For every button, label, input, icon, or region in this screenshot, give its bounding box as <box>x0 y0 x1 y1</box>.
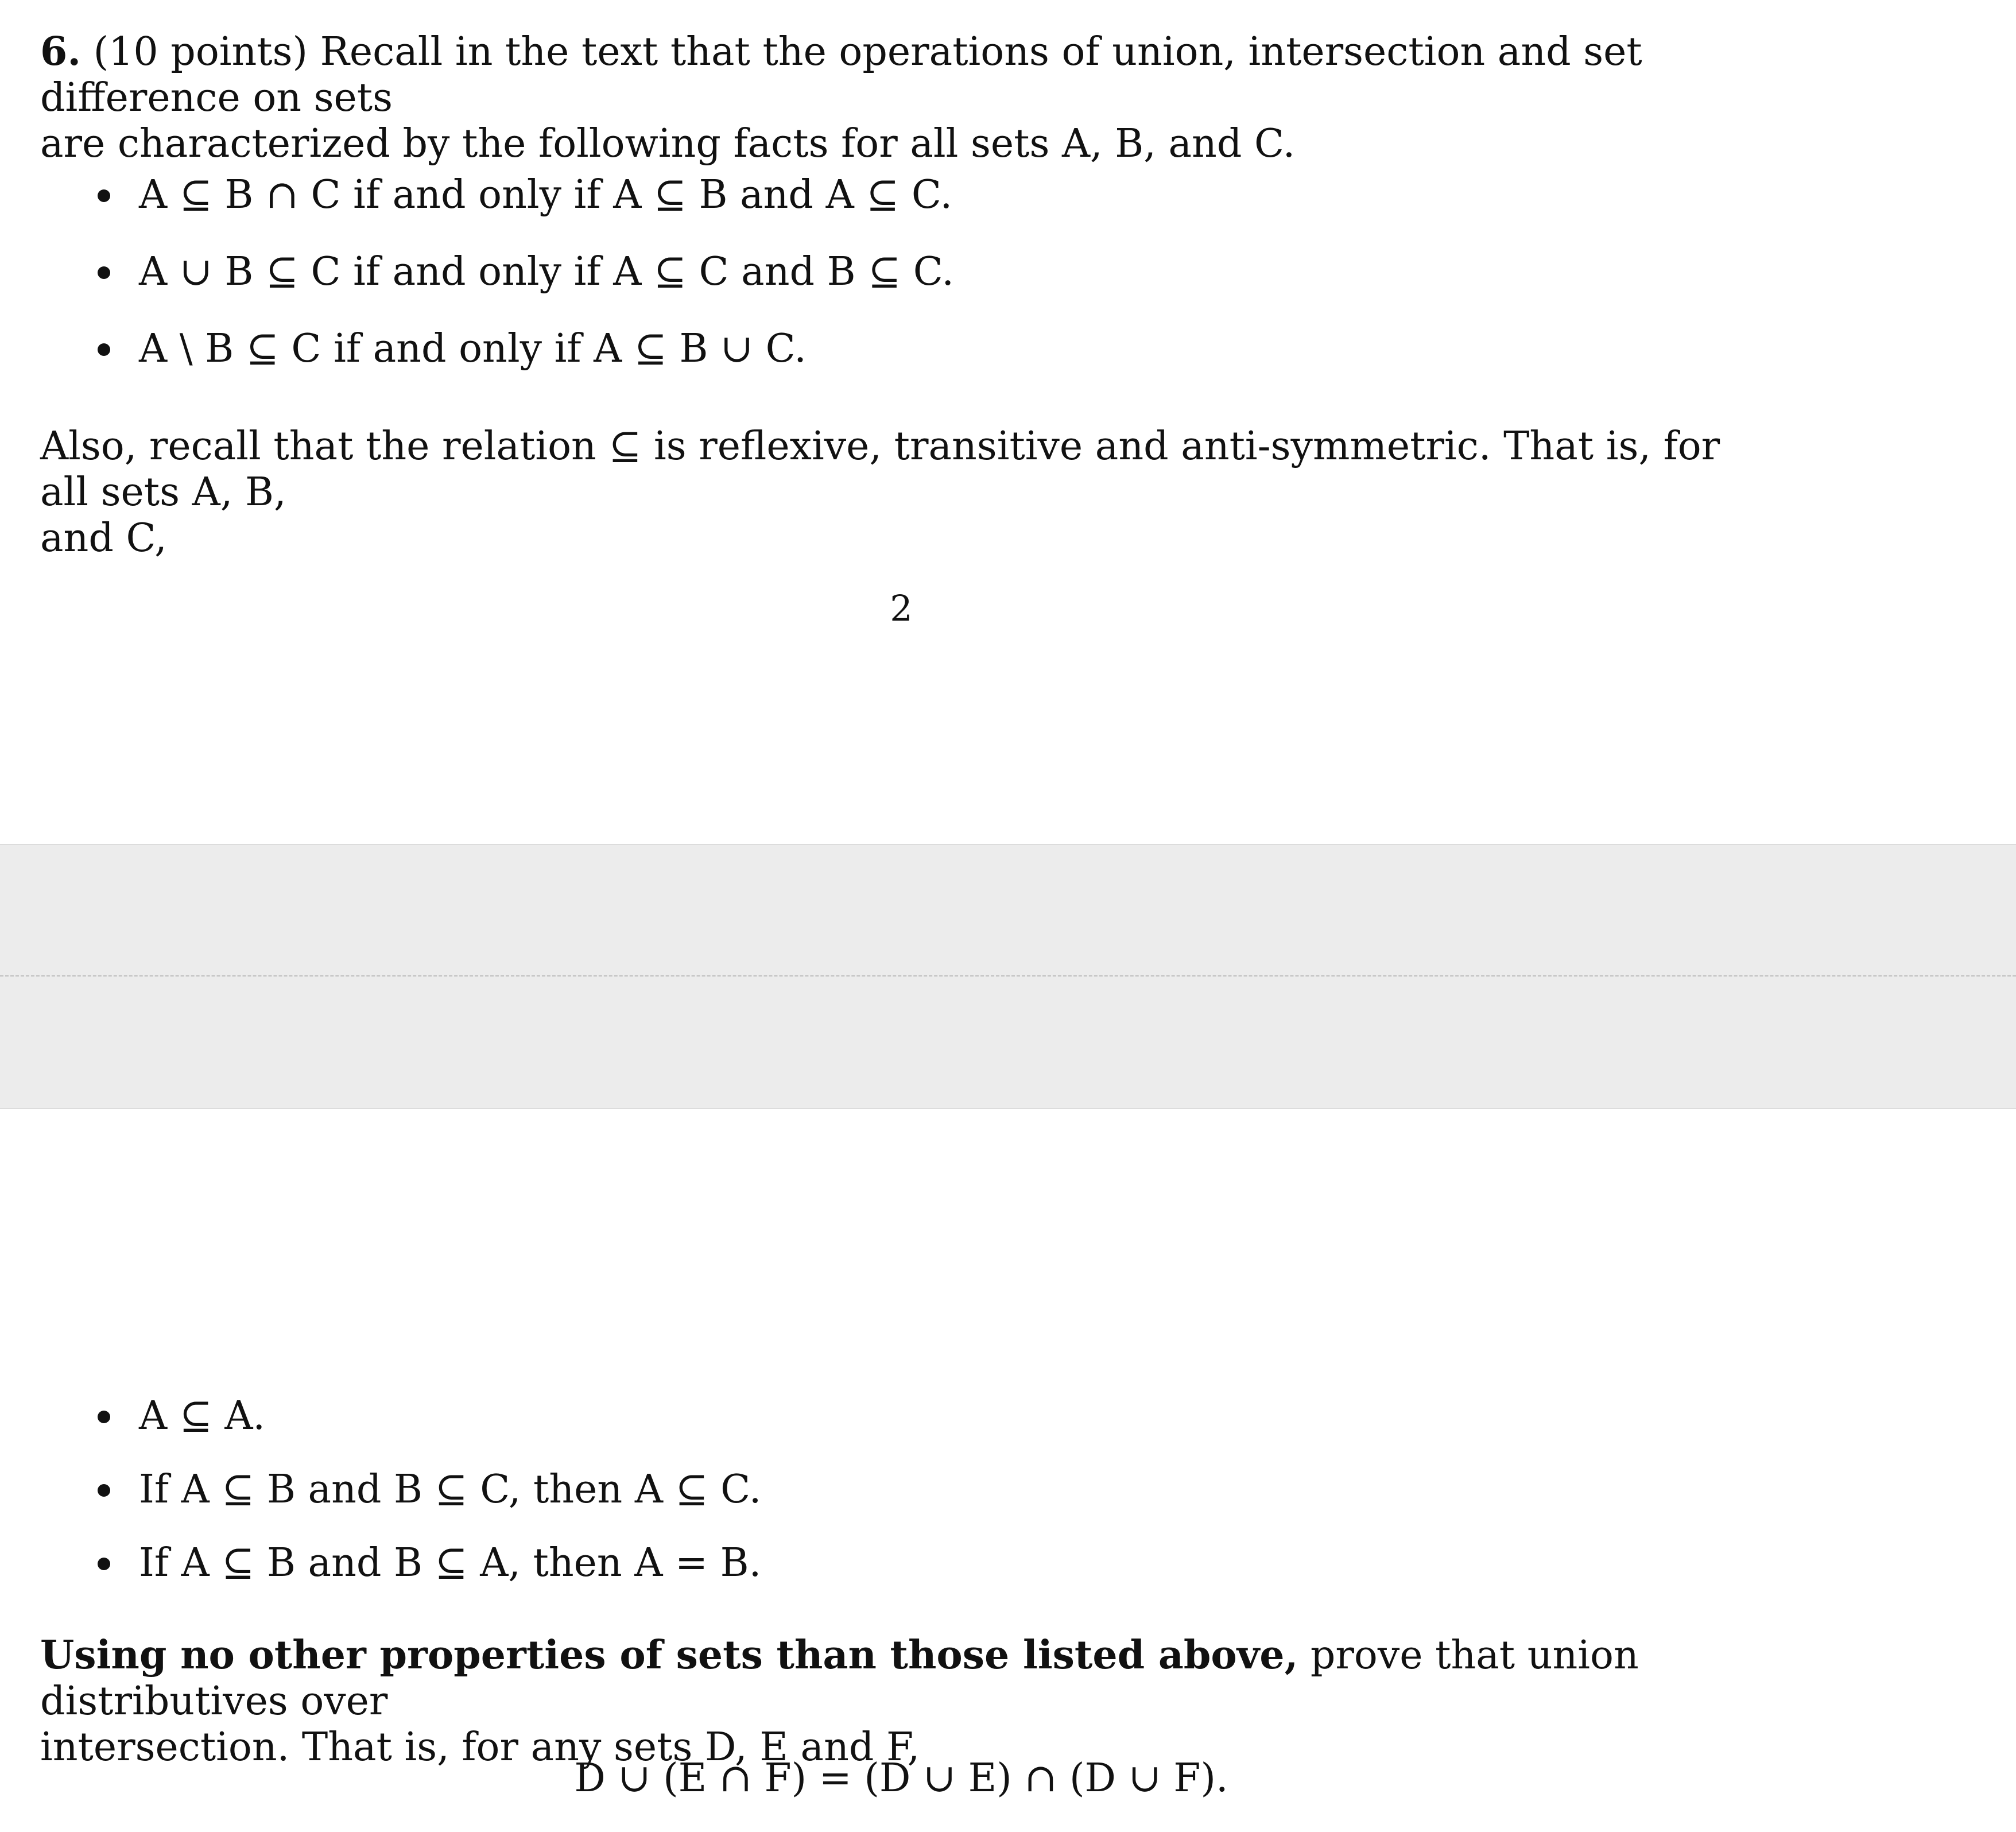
bullet-icon <box>98 343 110 356</box>
fact-text: A \ B ⊆ C if and only if A ⊆ B ∪ C. <box>139 326 807 371</box>
task-line2: intersection. That is, for any sets D, E and F, <box>40 1725 920 1770</box>
property-text: If A ⊆ B and B ⊆ C, then A ⊆ C. <box>139 1467 762 1512</box>
list-item <box>98 249 954 295</box>
page-number: 2 <box>890 587 913 629</box>
list-item <box>98 172 954 218</box>
task-emphasis: Using no other properties of sets than those listed above, <box>40 1632 1298 1678</box>
property-text: If A ⊆ B and B ⊆ A, then A = B. <box>139 1540 762 1586</box>
list-item <box>98 326 954 372</box>
task-line1 <box>40 1632 1762 1725</box>
problem-intro-text: (10 points) Recall in the text that the operations of union, intersection and set difference on sets <box>40 29 1642 121</box>
fact-text: A ∪ B ⊆ C if and only if A ⊆ C and B ⊆ C. <box>139 249 955 295</box>
relation-line1: Also, recall that the relation ⊆ is reflexive, transitive and anti-symmetric. That is, for all sets A, B, <box>40 424 1720 515</box>
page-break-gap <box>0 844 2016 1109</box>
properties-list <box>98 1393 761 1614</box>
facts-list <box>98 172 954 403</box>
page-break-divider <box>0 975 2016 977</box>
task-paragraph <box>40 1632 1762 1771</box>
bullet-icon <box>98 1484 110 1497</box>
property-text: A ⊆ A. <box>139 1393 266 1439</box>
problem-number: 6. <box>40 29 81 75</box>
distributive-formula: D ∪ (E ∩ F) = (D ∪ E) ∩ (D ∪ F). <box>574 1756 1228 1801</box>
problem-intro-line2: are characterized by the following facts for all sets A, B, and C. <box>40 121 1296 166</box>
problem-intro-line1 <box>40 29 1762 121</box>
relation-line2: and C, <box>40 516 167 561</box>
list-item <box>98 1467 761 1513</box>
bullet-icon <box>98 1411 110 1423</box>
bullet-icon <box>98 1558 110 1570</box>
fact-text: A ⊆ B ∩ C if and only if A ⊆ B and A ⊆ C. <box>139 172 953 218</box>
problem-intro <box>40 29 1762 167</box>
relation-paragraph <box>40 424 1762 561</box>
bullet-icon <box>98 266 110 279</box>
bullet-icon <box>98 189 110 202</box>
list-item <box>98 1393 761 1439</box>
task-rest: prove that union distributives over <box>40 1633 1639 1724</box>
list-item <box>98 1540 761 1586</box>
